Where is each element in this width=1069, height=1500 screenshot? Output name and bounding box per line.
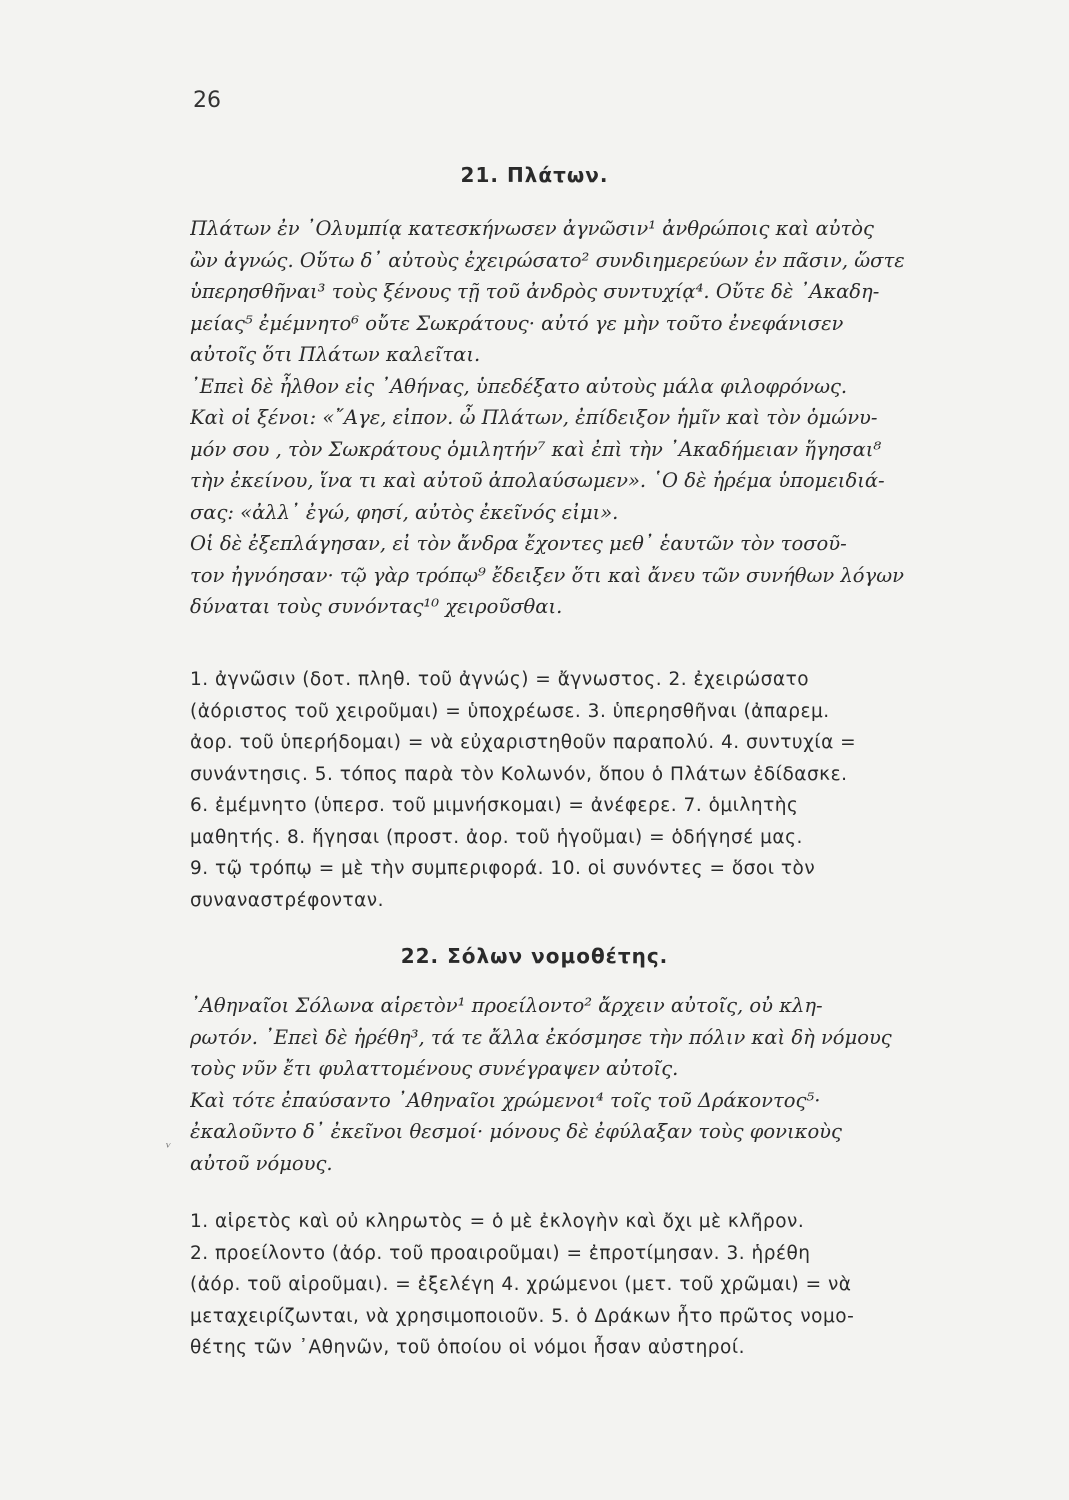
text-line: αὐτοῦ νόμους. xyxy=(190,1151,333,1175)
text-line: μόν σου , τὸν Σωκράτους ὁμιλητήν⁷ καὶ ἐπὶ τὴν ᾿Ακαδήμειαν ἥγησαι⁸ xyxy=(190,437,882,461)
section-22-notes xyxy=(190,1206,1010,1364)
text-line: τὴν ἐκείνου, ἵνα τι καὶ αὐτοῦ ἀπολαύσωμεν». ῾Ο δὲ ἠρέμα ὑπομειδιά- xyxy=(190,469,885,492)
text-line: Καὶ τότε ἐπαύσαντο ᾿Αθηναῖοι χρώμενοι⁴ τοῖς τοῦ Δράκοντος⁵· xyxy=(190,1088,821,1112)
note-line: συνάντησις. 5. τόπος παρὰ τὸν Κολωνόν, ὅπου ὁ Πλάτων ἐδίδασκε. xyxy=(190,763,848,785)
text-line: ὑπερησθῆναι³ τοὺς ξένους τῇ τοῦ ἀνδρὸς συντυχίᾳ⁴. Οὔτε δὲ ᾿Ακαδη- xyxy=(190,280,880,303)
note-line: 9. τῷ τρόπῳ = μὲ τὴν συμπεριφορά. 10. οἱ συνόντες = ὅσοι τὸν xyxy=(190,858,816,879)
text-line: ᾿Επεὶ δὲ ἦλθον εἰς ᾿Αθήνας, ὑπεδέξατο αὐτοὺς μάλα φιλοφρόνως. xyxy=(190,374,848,398)
note-line: ἀορ. τοῦ ὑπερήδομαι) = νὰ εὐχαριστηθοῦν παραπολύ. 4. συντυχία = xyxy=(190,732,857,753)
text-line: αὐτοῖς ὅτι Πλάτων καλεῖται. xyxy=(190,343,481,366)
section-21-notes xyxy=(190,664,1010,916)
text-line: μείας⁵ ἐμέμνητο⁶ οὔτε Σωκράτους· αὐτό γε μὴν τοῦτο ἐνεφάνισεν xyxy=(190,311,844,335)
page-number: 26 xyxy=(193,88,221,113)
note-line: συναναστρέφονταν. xyxy=(190,889,384,911)
note-line: μαθητής. 8. ἥγησαι (προστ. ἀορ. τοῦ ἡγοῦμαι) = ὁδήγησέ μας. xyxy=(190,826,803,848)
text-line: Οἱ δὲ ἐξεπλάγησαν, εἰ τὸν ἄνδρα ἔχοντες μεθ᾿ ἑαυτῶν τὸν τοσοῦ- xyxy=(190,532,847,555)
text-line: δύναται τοὺς συνόντας¹⁰ χειροῦσθαι. xyxy=(190,595,563,618)
text-line: τον ἠγνόησαν· τῷ γὰρ τρόπῳ⁹ ἔδειξεν ὅτι καὶ ἄνευ τῶν συνήθων λόγων xyxy=(190,563,904,587)
note-line: (ἀόριστος τοῦ χειροῦμαι) = ὑποχρέωσε. 3. ὑπερησθῆναι (ἀπαρεμ. xyxy=(190,700,830,722)
text-line: Πλάτων ἐν ᾿Ολυμπίᾳ κατεσκήνωσεν ἀγνῶσιν¹ ἀνθρώποις καὶ αὐτὸς xyxy=(190,217,874,240)
note-line: (ἀόρ. τοῦ αἱροῦμαι). = ἐξελέγη 4. χρώμενοι (μετ. τοῦ χρῶμαι) = νὰ xyxy=(190,1274,852,1295)
text-line: τοὺς νῦν ἔτι φυλαττομένους συνέγραψεν αὐτοῖς. xyxy=(190,1057,679,1080)
section-title-21: 21. Πλάτων. xyxy=(460,163,609,187)
note-line: 1. ἀγνῶσιν (δοτ. πληθ. τοῦ ἀγνώς) = ἄγνωστος. 2. ἐχειρώσατο xyxy=(190,669,810,690)
note-line: 1. αἱρετὸς καὶ οὐ κληρωτὸς = ὁ μὲ ἐκλογὴν καὶ ὄχι μὲ κλῆρον. xyxy=(190,1211,805,1232)
note-line: θέτης τῶν ᾿Αθηνῶν, τοῦ ὁποίου οἱ νόμοι ἦσαν αὐστηροί. xyxy=(190,1337,746,1358)
section-title-22: 22. Σόλων νομοθέτης. xyxy=(400,944,669,968)
text-line: σας: «ἀλλ᾿ ἐγώ, φησί, αὐτὸς ἐκεῖνός εἰμι». xyxy=(190,500,619,524)
note-line: μεταχειρίζωνται, νὰ χρησιμοποιοῦν. 5. ὁ Δράκων ἦτο πρῶτος νομο- xyxy=(190,1305,855,1327)
text-line: ἐκαλοῦντο δ᾿ ἐκεῖνοι θεσμοί· μόνους δὲ ἐφύλαξαν τοὺς φονικοὺς xyxy=(190,1120,842,1143)
section-21-text xyxy=(190,213,1010,623)
text-line: ὢν ἀγνώς. Οὕτω δ᾿ αὐτοὺς ἐχειρώσατο² συνδιημερεύων ἐν πᾶσιν, ὥστε xyxy=(190,248,905,272)
pencil-margin-mark: ᵛ xyxy=(166,1140,172,1156)
text-line: ᾿Αθηναῖοι Σόλωνα αἱρετὸν¹ προείλοντο² ἄρχειν αὐτοῖς, οὐ κλη- xyxy=(190,994,823,1017)
section-22-text xyxy=(190,990,1010,1179)
text-line: ρωτόν. ᾿Επεὶ δὲ ἡρέθη³, τά τε ἄλλα ἐκόσμησε τὴν πόλιν καὶ δὴ νόμους xyxy=(190,1025,892,1049)
note-line: 6. ἐμέμνητο (ὑπερσ. τοῦ μιμνήσκομαι) = ἀνέφερε. 7. ὁμιλητὴς xyxy=(190,795,799,816)
text-line: Καὶ οἱ ξένοι: «῎Αγε, εἰπον. ὦ Πλάτων, ἐπίδειξον ἡμῖν καὶ τὸν ὁμώνυ- xyxy=(190,406,878,429)
note-line: 2. προείλοντο (ἀόρ. τοῦ προαιροῦμαι) = ἐπροτίμησαν. 3. ἡρέθη xyxy=(190,1242,811,1264)
